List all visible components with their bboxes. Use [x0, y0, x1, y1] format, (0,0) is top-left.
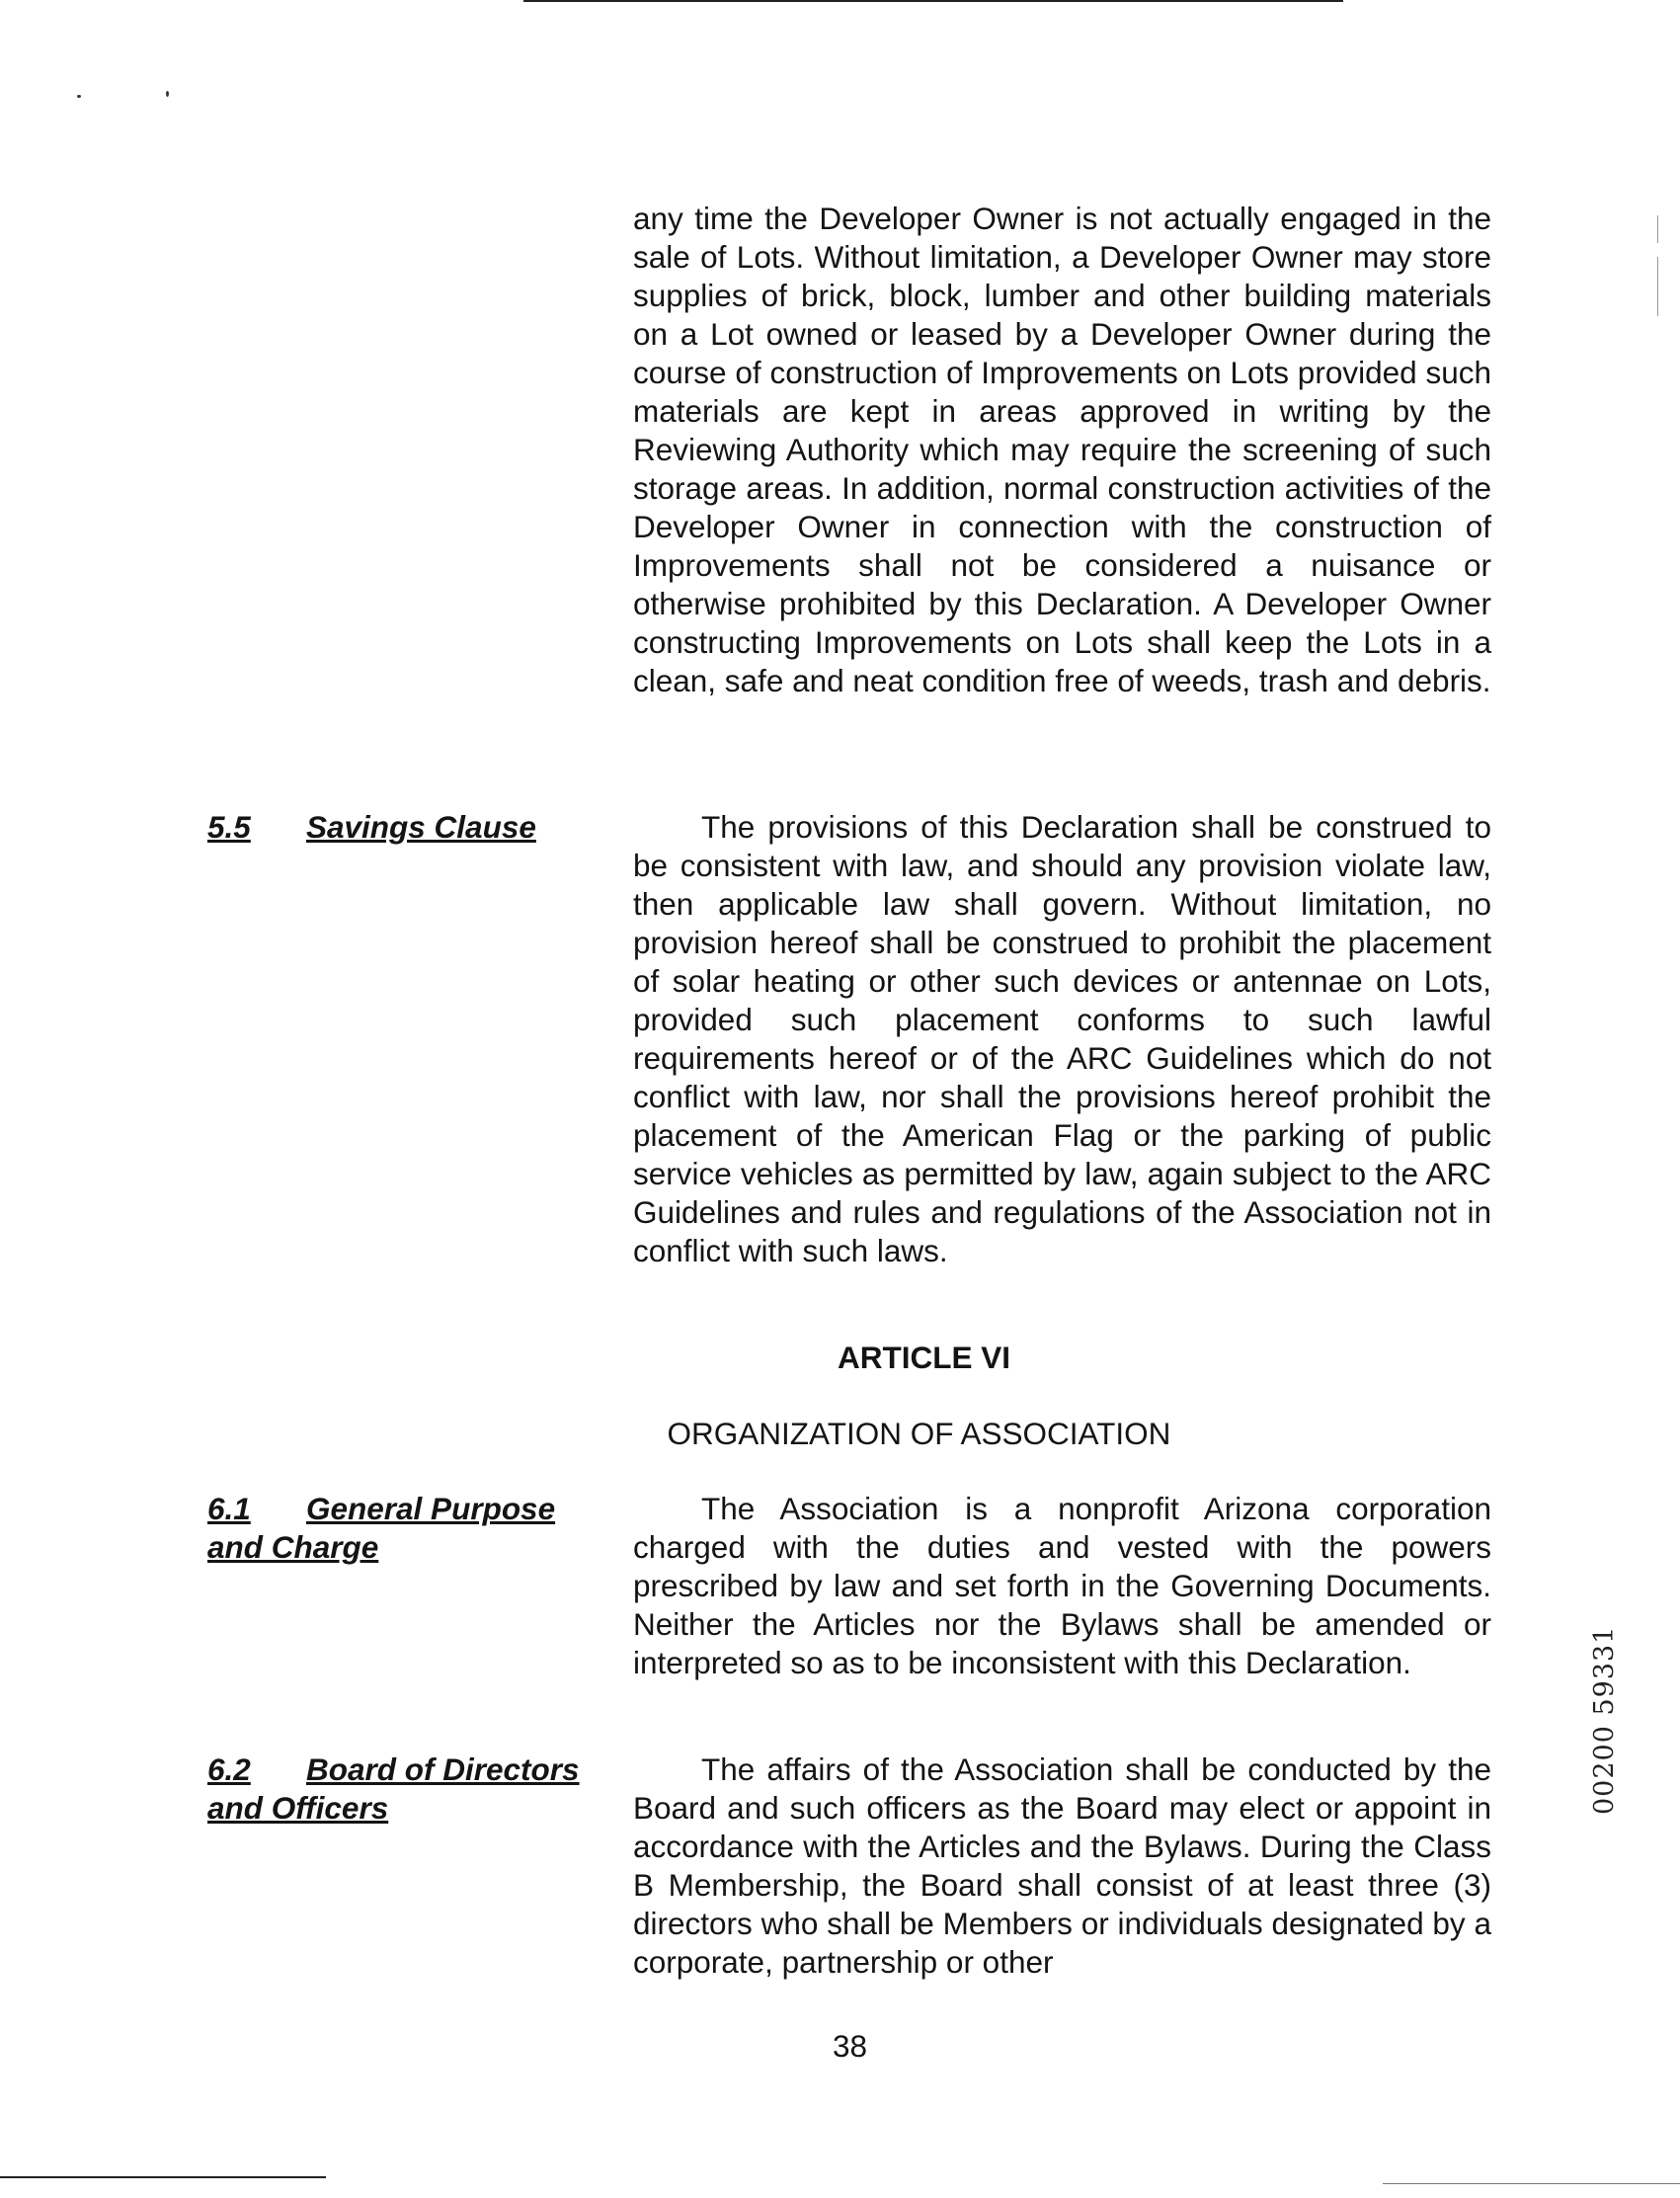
- scan-speck: [166, 91, 169, 97]
- continuation-paragraph: any time the Developer Owner is not actually engaged in the sale of Lots. Without limitation, a Developer Owner may store supplies of brick, block, lumber and other building materials on a Lot owned or leased by a Developer Owner during the course of construction of Improvements on Lots provided such materials are kept in areas approved in writing by the Reviewing Authority which may require the screening of such storage areas. In addition, normal construction activities of the Developer Owner in connection with the construction of Improvements shall not be considered a nuisance or otherwise prohibited by this Declaration. A Developer Owner constructing Improvements on Lots shall keep the Lots in a clean, safe and neat condition free of weeds, trash and debris.: [633, 201, 1491, 698]
- scan-edge-bottom-right: [1383, 2183, 1680, 2184]
- section-heading-6-1: [207, 1490, 555, 1567]
- section-title-continuation: and Officers: [207, 1790, 389, 1826]
- section-title: Savings Clause: [306, 809, 536, 845]
- section-title: Board of Directors: [306, 1751, 580, 1787]
- scan-speck: [77, 95, 81, 98]
- section-title-continuation: and Charge: [207, 1529, 379, 1565]
- recording-number-stamp: 00200 59331: [1589, 1625, 1620, 1815]
- margin-mark: [1657, 257, 1658, 316]
- section-title: General Purpose: [306, 1491, 556, 1526]
- section-heading-5-5: [207, 808, 536, 847]
- margin-mark: [1657, 215, 1658, 243]
- article-title: ARTICLE VI: [837, 1340, 1010, 1375]
- section-number: 6.2: [207, 1751, 251, 1787]
- scan-edge-bottom-left: [0, 2176, 326, 2178]
- page-number: 38: [832, 2028, 868, 2064]
- section-number: 6.1: [207, 1491, 251, 1526]
- section-6-2-paragraph: The affairs of the Association shall be conducted by the Board and such officers as the Board may elect or appoint in accordance with the Articles and the Bylaws. During the Class B Membership, the Board shall consist of at least three (3) directors who shall be Members or individuals designated by a corporate, partnership or other: [633, 1751, 1491, 1980]
- section-5-5-paragraph: The provisions of this Declaration shall be construed to be consistent with law, and should any provision violate law, then applicable law shall govern. Without limitation, no provision hereof shall be construed to prohibit the placement of solar heating or other such devices or antennae on Lots, provided such placement conforms to such lawful requirements hereof or of the ARC Guidelines which do not conflict with law, nor shall the provisions hereof prohibit the placement of the American Flag or the parking of public service vehicles as permitted by law, again subject to the ARC Guidelines and rules and regulations of the Association not in conflict with such laws.: [633, 809, 1491, 1268]
- section-heading-6-2: [207, 1750, 580, 1828]
- section-number: 5.5: [207, 809, 251, 845]
- section-6-1-paragraph: The Association is a nonprofit Arizona corporation charged with the duties and vested with the powers prescribed by law and set forth in the Governing Documents. Neither the Articles nor the Bylaws shall be amended or interpreted so as to be inconsistent with this Declaration.: [633, 1491, 1491, 1680]
- article-subtitle: ORGANIZATION OF ASSOCIATION: [667, 1416, 1171, 1451]
- scan-edge-top: [523, 0, 1343, 2]
